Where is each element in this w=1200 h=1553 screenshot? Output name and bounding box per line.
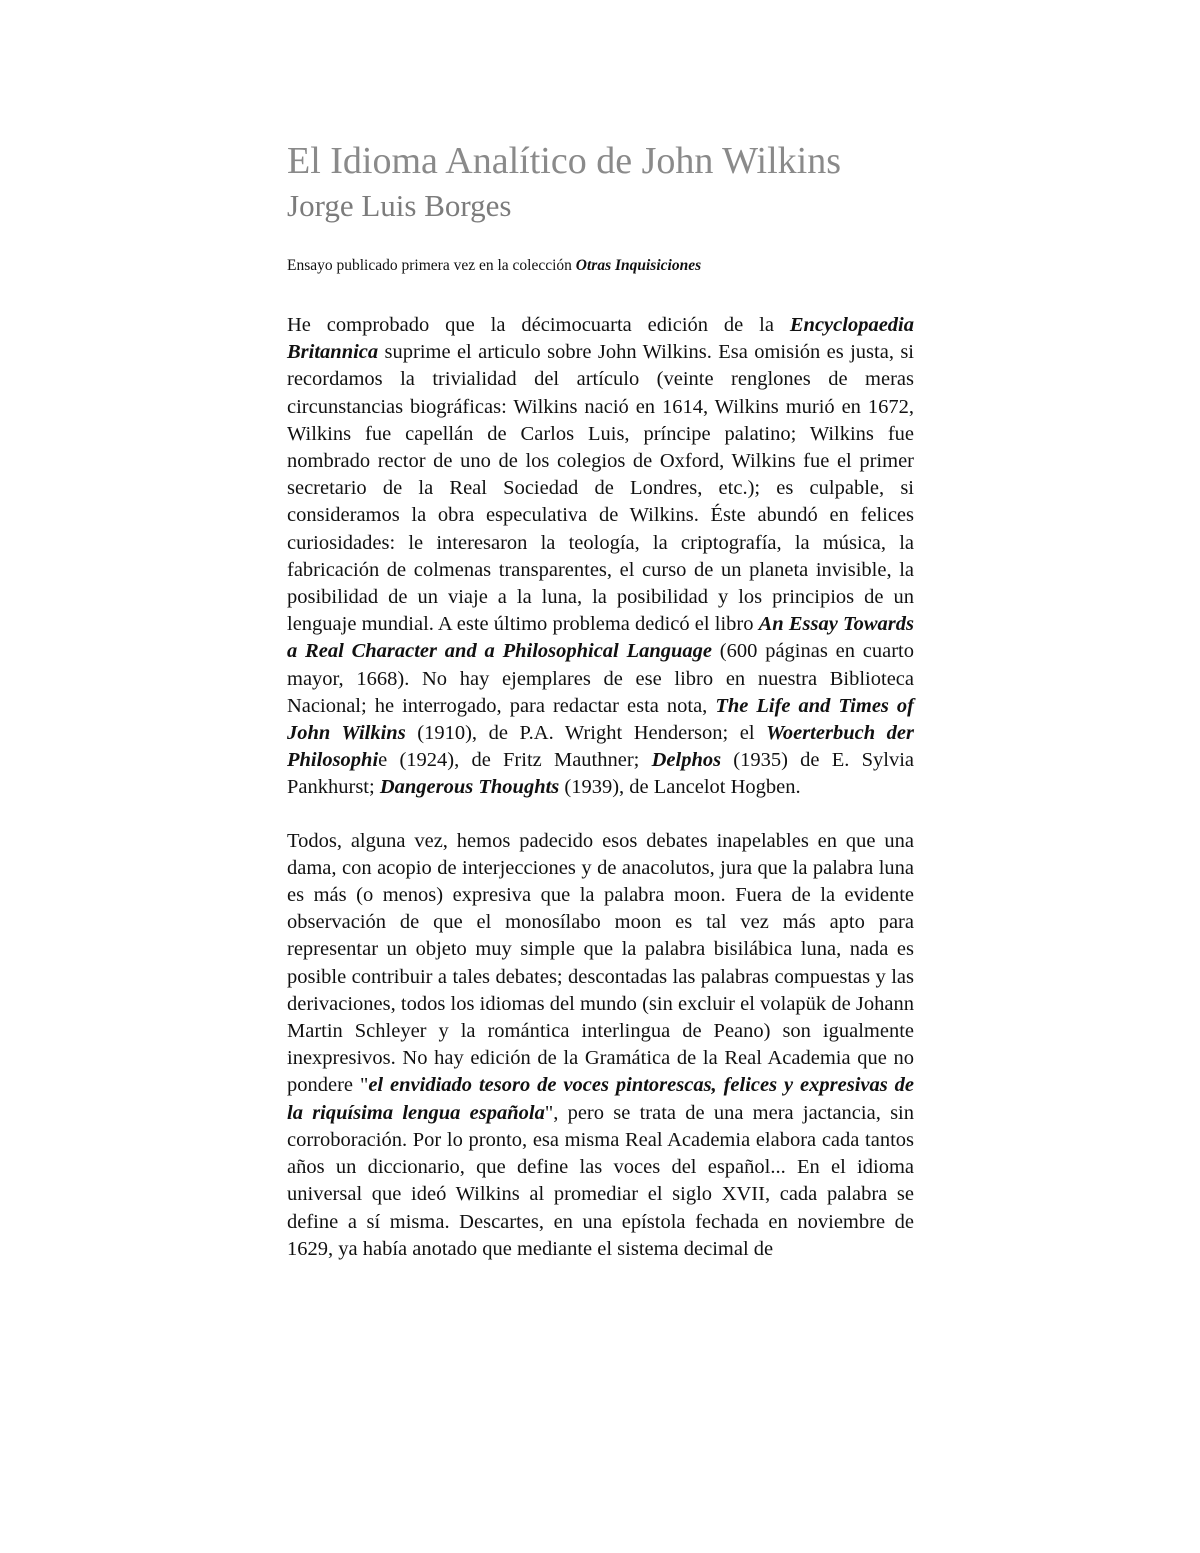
paragraph-text: suprime el articulo sobre John Wilkins. Esa omisión es justa, si recordamos la trivialidad del artículo (veinte renglones de meras circunstancias biográficas: Wilkins nació en 1614, Wilkins murió en 1672, Wilkins fue capellán de Carlos Luis, príncipe palatino; Wilkins fue nombrado rector de uno de los colegios de Oxford, Wilkins fue el primer secretario de la Real Sociedad de Londres, etc.); es culpable, si consideramos la obra especulativa de Wilkins. Éste abundó en felices curiosidades: le interesaron la teología, la criptografía, la música, la fabricación de colmenas transparentes, el curso de un planeta invisible, la posibilidad de un viaje a la luna, la posibilidad y los principios de un lenguaje mundial. A este último problema dedicó el libro: [287, 341, 914, 636]
paragraph-text: Todos, alguna vez, hemos padecido esos debates inapelables en que una dama, con acopio de interjecciones y de anacolutos, jura que la palabra luna es más (o menos) expresiva que la palabra moon. Fuera de la evidente observación de que el monosílabo moon es tal vez más apto para representar un objeto muy simple que la palabra bisilábica luna, nada es posible contribuir a tales debates; descontadas las palabras compuestas y las derivaciones, todos los idiomas del mundo (sin excluir el volapük de Johann Martin Schleyer y la romántica interlingua de Peano) son igualmente inexpresivos. No hay edición de la Gramática de la Real Academia que no pondere ": [287, 829, 914, 1097]
paragraph-text: (1935) de E. Sylvia Pankhurst;: [287, 749, 915, 799]
paragraph-text: He comprobado que la décimocuarta edición de la: [287, 314, 790, 336]
document-author: Jorge Luis Borges: [287, 188, 512, 223]
paragraph-2: [287, 828, 914, 1263]
document-page: [287, 138, 914, 1263]
quoted-phrase: el envidiado tesoro de voces pintorescas, felices y expresivas de la riquísima lengua española: [287, 1074, 914, 1124]
book-title: Dangerous Thoughts: [379, 776, 560, 799]
paragraph-1: [287, 312, 914, 802]
document-title: El Idioma Analítico de John Wilkins: [287, 140, 841, 182]
paragraph-text: e (1924), de Fritz Mauthner;: [378, 749, 652, 772]
book-title: Woerterbuch der Philosophi: [287, 722, 914, 772]
document-subtitle: [287, 256, 914, 276]
book-title: An Essay Towards a Real Character and a Philosophical Language: [287, 613, 914, 663]
paragraph-text: ", pero se trata de una mera jactancia, sin corroboración. Por lo pronto, esa misma Real Academia elabora cada tantos años un diccionario, que define las voces del español... En el idioma universal que ideó Wilkins al promediar el siglo XVII, cada palabra se define a sí misma. Descartes, en una epístola fechada en noviembre de 1629, ya había anotado que mediante el sistema decimal de: [287, 1101, 914, 1260]
paragraph-text: (1939), de Lancelot Hogben.: [559, 776, 801, 799]
subtitle-text: Ensayo publicado primera vez en la colección: [287, 257, 576, 274]
book-title: The Life and Times of John Wilkins: [287, 694, 914, 745]
paragraph-text: (1910), de P.A. Wright Henderson; el: [405, 722, 767, 745]
subtitle-book-title: Otras Inquisiciones: [575, 257, 702, 274]
book-title: Encyclopaedia Britannica: [287, 314, 914, 364]
book-title: Delphos: [651, 749, 722, 772]
paragraph-text: (600 páginas en cuarto mayor, 1668). No hay ejemplares de ese libro en nuestra Biblioteca Nacional; he interrogado, para redactar esta nota,: [287, 640, 914, 717]
